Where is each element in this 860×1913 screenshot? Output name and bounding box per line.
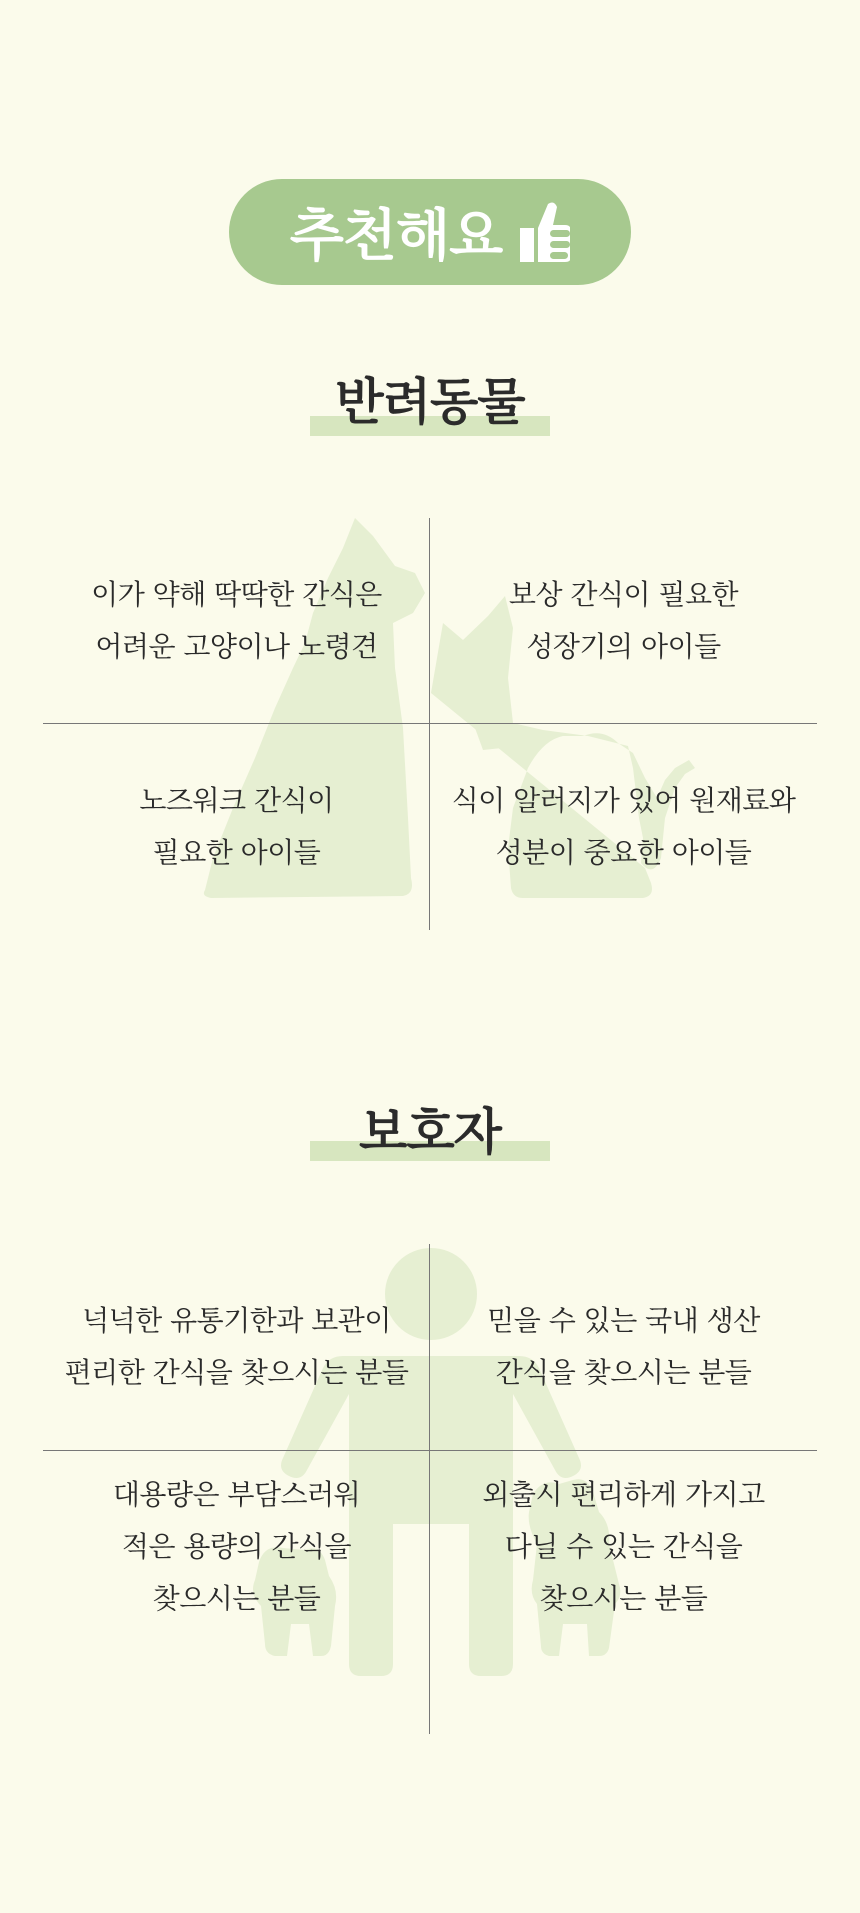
cell-line: 대용량은 부담스러워 <box>112 1478 361 1511</box>
page-title-pets: 반려동물 <box>335 373 525 431</box>
pets-cell-1 <box>43 518 430 723</box>
guardians-cell-3 <box>43 1451 430 1643</box>
cell-line: 어려운 고양이나 노령견 <box>95 629 378 663</box>
cell-line: 적은 용량의 간식을 <box>121 1530 352 1563</box>
page-title-guardians: 보호자 <box>359 1103 501 1161</box>
section-title-guardians <box>0 1092 860 1164</box>
section-title-pets <box>0 362 860 434</box>
guardians-cell-2 <box>430 1244 817 1450</box>
cell-line: 외출시 편리하게 가지고 <box>482 1478 765 1511</box>
cell-line: 성장기의 아이들 <box>526 629 721 663</box>
pets-cell-4 <box>430 724 817 930</box>
pets-cell-2 <box>430 518 817 723</box>
guardians-cell-4 <box>430 1451 817 1643</box>
cell-line: 다닐 수 있는 간식을 <box>504 1530 743 1563</box>
guardians-cell-1 <box>43 1244 430 1450</box>
thumbs-up-icon <box>512 198 570 266</box>
pets-grid <box>43 518 817 930</box>
cell-line: 편리한 간식을 찾으시는 분들 <box>64 1356 409 1389</box>
cell-line: 필요한 아이들 <box>152 836 321 869</box>
cell-line: 성분이 중요한 아이들 <box>495 836 752 869</box>
cell-line: 식이 알러지가 있어 원재료와 <box>451 784 796 817</box>
cell-line: 찾으시는 분들 <box>539 1582 708 1615</box>
cell-line: 노즈워크 간식이 <box>139 784 334 817</box>
guardians-grid <box>43 1244 817 1734</box>
cell-line: 넉넉한 유통기한과 보관이 <box>82 1304 391 1337</box>
recommend-badge <box>229 179 631 285</box>
badge-label: 추천해요 <box>289 204 503 269</box>
cell-line: 찾으시는 분들 <box>152 1582 321 1615</box>
cell-line: 이가 약해 딱딱한 간식은 <box>91 577 382 611</box>
cell-line: 간식을 찾으시는 분들 <box>495 1356 752 1389</box>
cell-line: 보상 간식이 필요한 <box>508 577 739 611</box>
pets-cell-3 <box>43 724 430 930</box>
cell-line: 믿을 수 있는 국내 생산 <box>487 1304 760 1337</box>
